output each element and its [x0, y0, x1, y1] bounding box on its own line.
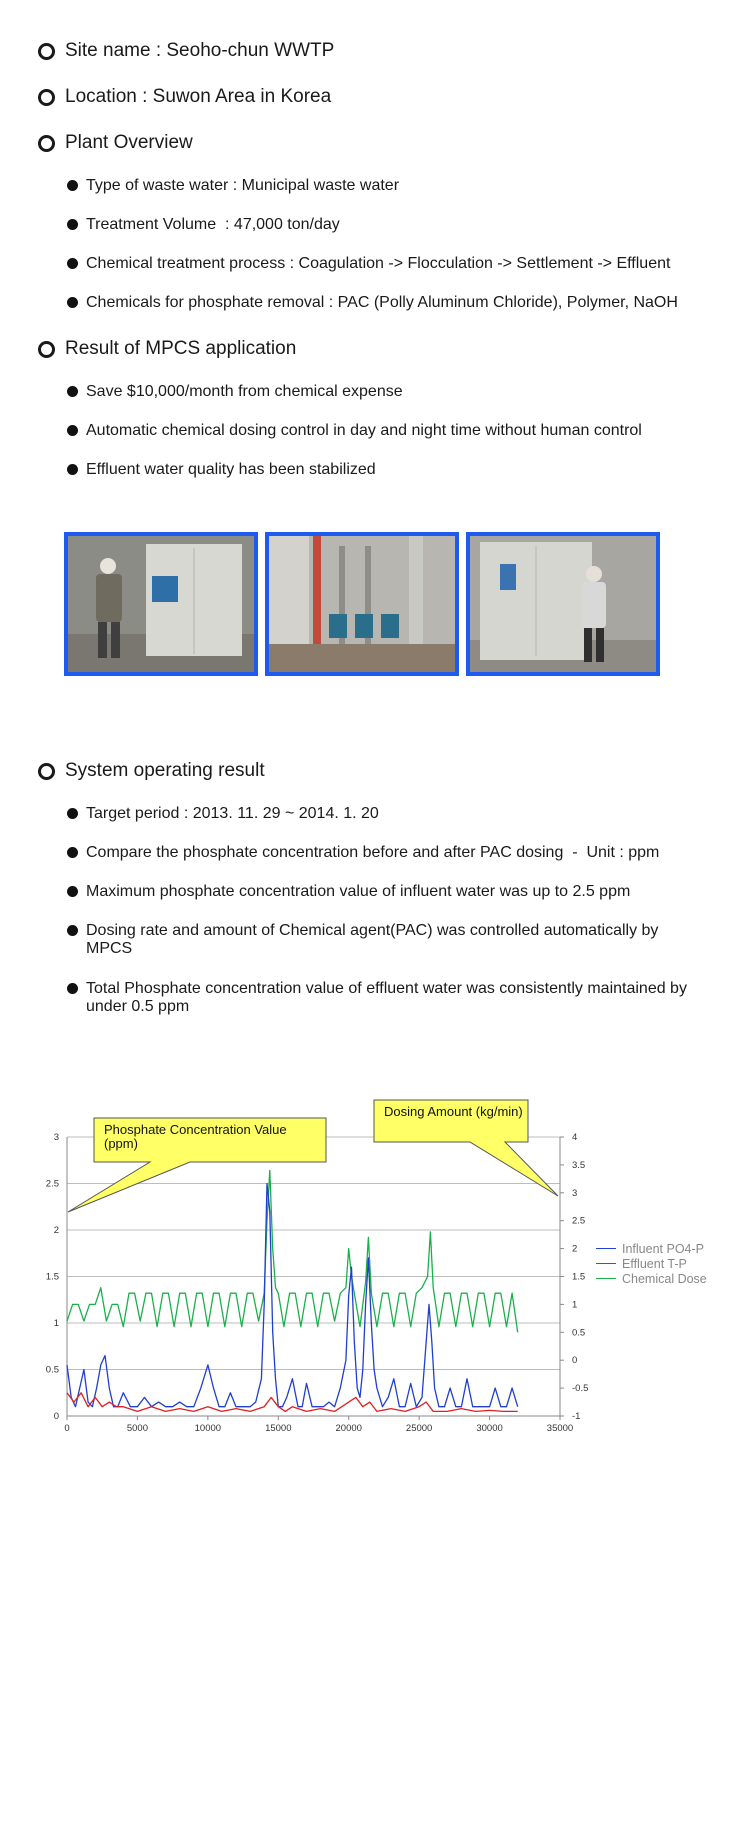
y-right-tick-label: 1 — [572, 1299, 578, 1311]
y-right-tick-label: 1.5 — [572, 1271, 586, 1283]
legend-item-dose — [596, 1271, 707, 1286]
list-item — [67, 883, 707, 901]
y-left-tick-label: 2 — [53, 1225, 59, 1236]
list-item — [67, 422, 707, 440]
photo-strip — [64, 532, 660, 676]
operating-title: System operating result — [65, 760, 265, 781]
dot-bullet-icon — [67, 386, 78, 397]
ring-bullet-icon — [38, 135, 55, 152]
dot-bullet-icon — [67, 180, 78, 191]
section-overview — [38, 132, 193, 154]
x-tick-label: 10000 — [194, 1423, 222, 1434]
section-site — [38, 40, 334, 62]
list-item-text: Compare the phosphate concentration before and after PAC dosing - Unit : ppm — [86, 844, 660, 861]
list-item-text: Dosing rate and amount of Chemical agent(PAC) was controlled automatically by MPCS — [86, 922, 659, 957]
list-item — [67, 216, 707, 234]
dot-bullet-icon — [67, 925, 78, 936]
dot-bullet-icon — [67, 297, 78, 308]
ring-bullet-icon — [38, 763, 55, 780]
list-item — [67, 980, 707, 1016]
list-item-text: Total Phosphate concentration value of effluent water was consistently maintained by under 0.5 ppm — [86, 980, 687, 1015]
result-title: Result of MPCS application — [65, 338, 297, 359]
list-item — [67, 294, 707, 312]
location: Location : Suwon Area in Korea — [65, 86, 332, 107]
list-item — [67, 922, 707, 958]
series-line-chemical-dose — [67, 1171, 518, 1333]
list-item-text: Treatment Volume : 47,000 ton/day — [86, 216, 340, 233]
legend-item-effluent — [596, 1256, 707, 1271]
photo-control-cabinet-image — [470, 536, 656, 672]
ring-bullet-icon — [38, 43, 55, 60]
y-right-tick-label: 3.5 — [572, 1159, 586, 1171]
y-left-tick-label: 0.5 — [45, 1364, 59, 1376]
photo-operator-panel — [64, 532, 258, 676]
list-item-text: Chemical treatment process : Coagulation -> Flocculation -> Settlement -> Effluent — [86, 255, 671, 272]
y-right-tick-label: -1 — [572, 1411, 581, 1422]
list-item — [67, 805, 707, 823]
legend-label: Chemical Dose — [622, 1271, 707, 1286]
legend-swatch — [596, 1278, 616, 1279]
list-item — [67, 844, 707, 862]
y-right-tick-label: 4 — [572, 1132, 578, 1143]
x-tick-label: 30000 — [476, 1423, 503, 1434]
callout-dosing-label: Dosing Amount (kg/min) — [384, 1104, 523, 1119]
overview-title: Plant Overview — [65, 132, 193, 153]
y-right-tick-label: 2.5 — [572, 1215, 586, 1227]
photo-pump-room-image — [269, 536, 455, 672]
list-item-text: Maximum phosphate concentration value of influent water was up to 2.5 ppm — [86, 883, 631, 900]
series-line-effluent-t-p — [67, 1393, 518, 1412]
x-tick-label: 35000 — [546, 1423, 574, 1434]
dot-bullet-icon — [67, 258, 78, 269]
photo-pump-room — [265, 532, 459, 676]
dot-bullet-icon — [67, 464, 78, 475]
x-tick-label: 20000 — [335, 1423, 362, 1434]
list-item — [67, 255, 707, 273]
ring-bullet-icon — [38, 341, 55, 358]
y-left-tick-label: 1.5 — [45, 1271, 59, 1283]
y-left-tick-label: 1 — [53, 1318, 59, 1329]
list-item-text: Save $10,000/month from chemical expense — [86, 383, 403, 400]
list-item-text: Type of waste water : Municipal waste water — [86, 177, 400, 194]
list-item — [67, 461, 707, 479]
section-location — [38, 86, 331, 108]
section-result — [38, 338, 296, 360]
y-left-tick-label: 2.5 — [45, 1178, 59, 1190]
y-right-tick-label: -0.5 — [572, 1383, 589, 1395]
list-item-text: Effluent water quality has been stabilized — [86, 461, 376, 478]
list-item-text: Target period : 2013. 11. 29 ~ 2014. 1. 20 — [86, 805, 379, 822]
dot-bullet-icon — [67, 847, 78, 858]
site-name: Site name : Seoho-chun WWTP — [65, 40, 335, 61]
legend-item-influent — [596, 1241, 707, 1256]
y-right-tick-label: 0.5 — [572, 1327, 586, 1339]
list-item — [67, 177, 707, 195]
list-item-text: Chemicals for phosphate removal : PAC (Polly Aluminum Chloride), Polymer, NaOH — [86, 294, 678, 311]
x-tick-label: 0 — [64, 1423, 70, 1434]
y-right-tick-label: 2 — [572, 1243, 578, 1255]
section-operating — [38, 760, 265, 782]
list-item-text: Automatic chemical dosing control in day and night time without human control — [86, 422, 642, 439]
legend-swatch — [596, 1263, 616, 1264]
dot-bullet-icon — [67, 886, 78, 897]
callout-phosphate-label: Phosphate Concentration Value (ppm) — [104, 1122, 287, 1151]
legend-swatch — [596, 1248, 616, 1249]
y-right-tick-label: 3 — [572, 1187, 578, 1199]
x-tick-label: 15000 — [265, 1423, 292, 1434]
x-tick-label: 5000 — [126, 1423, 148, 1434]
chart-legend — [596, 1241, 707, 1286]
dot-bullet-icon — [67, 219, 78, 230]
list-item — [67, 383, 707, 401]
x-tick-label: 25000 — [405, 1423, 433, 1434]
y-left-tick-label: 0 — [53, 1411, 59, 1422]
y-right-tick-label: 0 — [572, 1355, 578, 1367]
dot-bullet-icon — [67, 808, 78, 819]
y-left-tick-label: 3 — [53, 1132, 59, 1143]
photo-control-cabinet — [466, 532, 660, 676]
dot-bullet-icon — [67, 425, 78, 436]
legend-label: Effluent T-P — [622, 1256, 687, 1271]
photo-operator-panel-image — [68, 536, 254, 672]
legend-label: Influent PO4-P — [622, 1241, 704, 1256]
ring-bullet-icon — [38, 89, 55, 106]
dot-bullet-icon — [67, 983, 78, 994]
